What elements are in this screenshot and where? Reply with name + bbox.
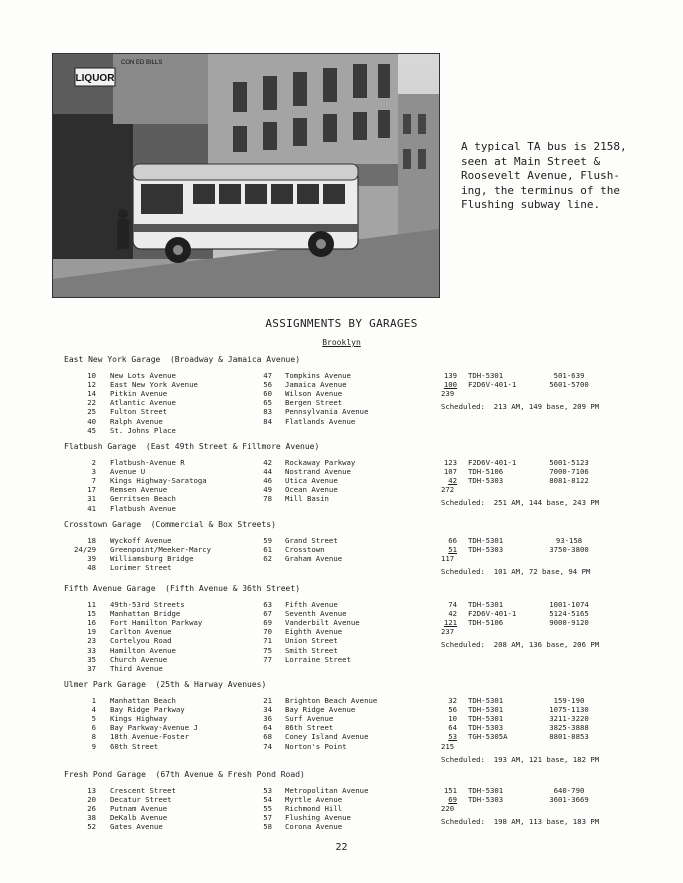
route-name: Nostrand Avenue	[285, 467, 351, 477]
route-name: Lorimer Street	[110, 563, 172, 573]
route-name: Manhattan Bridge	[110, 609, 181, 619]
route-name: Ralph Avenue	[110, 416, 163, 426]
route-number: 62	[263, 554, 272, 564]
route-number: 3	[91, 467, 96, 477]
route-name: Flushing Avenue	[285, 813, 351, 823]
borough-heading: Brooklyn	[322, 338, 361, 347]
bus-count: 56	[448, 705, 457, 715]
route-number: 84	[263, 416, 272, 426]
bus-count: 139	[443, 371, 457, 380]
route-name: Third Avenue	[110, 663, 163, 673]
route-name: Flatbush-Avenue R	[110, 458, 185, 467]
bus-photo-illustration	[53, 54, 439, 297]
bus-photo	[52, 53, 440, 298]
scheduled-summary: Scheduled: 251 AM, 144 base, 243 PM	[441, 498, 600, 508]
route-number: 10	[87, 371, 96, 380]
route-name: Pennsylvania Avenue	[285, 407, 369, 417]
bus-count: 10	[448, 714, 457, 724]
bus-count: 100	[443, 380, 457, 390]
route-number: 59	[263, 536, 272, 545]
route-number: 70	[263, 627, 272, 637]
bus-count: 74	[448, 600, 457, 609]
fleet-numbers: 9000-9120	[549, 618, 589, 628]
route-name: Grand Street	[285, 536, 338, 545]
route-name: Church Avenue	[110, 654, 168, 664]
route-number: 67	[263, 609, 272, 619]
bus-model: TGH-5305A	[468, 732, 508, 742]
route-name: Fulton Street	[110, 407, 168, 417]
route-number: 58	[263, 822, 272, 832]
bus-model: TDH-5301	[468, 705, 504, 715]
bus-model: TDH-5301	[468, 714, 504, 724]
route-number: 74	[263, 741, 272, 751]
liquor-sign: LIQUOR	[75, 73, 115, 84]
fleet-numbers: 93-158	[555, 536, 583, 545]
bus-count: 64	[448, 723, 457, 733]
route-name: Putnam Avenue	[110, 804, 168, 814]
route-name: Decatur Street	[110, 795, 172, 805]
route-number: 64	[263, 723, 272, 733]
route-name: Eighth Avenue	[285, 627, 343, 637]
route-name: Greenpoint/Meeker-Marcy	[110, 545, 212, 555]
route-name: DeKalb Avenue	[110, 813, 168, 823]
fleet-numbers: 5601-5700	[549, 380, 589, 390]
route-number: 12	[87, 380, 96, 390]
route-name: Bergen Street	[285, 398, 343, 408]
bus-model: TDH-5301	[468, 536, 504, 545]
bus-count: 151	[443, 786, 457, 795]
page-number: 22	[335, 842, 348, 853]
route-number: 24/29	[74, 545, 96, 555]
route-number: 15	[87, 609, 96, 619]
route-number: 56	[263, 380, 272, 390]
route-name: Utica Avenue	[285, 476, 338, 486]
route-number: 37	[87, 663, 96, 673]
route-name: Tompkins Avenue	[285, 371, 351, 380]
route-number: 71	[263, 636, 272, 646]
route-name: Kings Highway-Saratoga	[110, 476, 207, 486]
route-number: 77	[263, 654, 272, 664]
route-number: 31	[87, 494, 96, 504]
scheduled-summary: Scheduled: 198 AM, 113 base, 183 PM	[441, 817, 600, 827]
route-name: Corona Avenue	[285, 822, 343, 832]
route-name: Norton's Point	[285, 741, 347, 751]
route-number: 49	[263, 485, 272, 495]
route-name: Bay Ridge Parkway	[110, 705, 185, 715]
route-name: 86th Street	[285, 723, 334, 733]
bus-count: 53	[448, 732, 457, 742]
route-number: 78	[263, 494, 272, 504]
route-number: 26	[87, 804, 96, 814]
route-number: 9	[91, 741, 96, 751]
section-title: ASSIGNMENTS BY GARAGES	[265, 317, 418, 330]
route-number: 2	[91, 458, 96, 467]
fleet-numbers: 8081-8122	[549, 476, 589, 486]
route-number: 52	[87, 822, 96, 832]
route-number: 1	[91, 696, 96, 705]
route-name: Coney Island Avenue	[285, 732, 369, 742]
garage-title: Fifth Avenue Garage (Fifth Avenue & 36th Street)	[64, 584, 301, 593]
route-name: Crosstown	[285, 545, 325, 555]
route-number: 14	[87, 389, 96, 399]
route-name: New Lots Avenue	[110, 371, 176, 380]
route-name: 49th-53rd Streets	[110, 600, 185, 609]
route-number: 65	[263, 398, 272, 408]
route-number: 55	[263, 804, 272, 814]
route-name: Fort Hamilton Parkway	[110, 618, 203, 628]
scheduled-summary: Scheduled: 208 AM, 136 base, 206 PM	[441, 640, 600, 650]
route-number: 35	[87, 654, 96, 664]
route-name: Williamsburg Bridge	[110, 554, 194, 564]
route-number: 61	[263, 545, 272, 555]
route-name: 60th Street	[110, 741, 159, 751]
route-number: 7	[91, 476, 96, 486]
route-number: 34	[263, 705, 272, 715]
bus-model: TDH-5303	[468, 723, 504, 733]
route-number: 57	[263, 813, 272, 823]
bus-count: 107	[443, 467, 457, 477]
route-number: 23	[87, 636, 96, 646]
route-name: Pitkin Avenue	[110, 389, 168, 399]
route-name: 18th Avenue-Foster	[110, 732, 190, 742]
route-name: Flatlands Avenue	[285, 416, 356, 426]
fleet-numbers: 3211-3220	[549, 714, 589, 724]
fleet-numbers: 5124-5165	[549, 609, 589, 619]
bus-count: 123	[443, 458, 457, 467]
bus-total: 272	[441, 485, 455, 495]
fleet-numbers: 5001-5123	[549, 458, 589, 467]
bus-total: 215	[441, 741, 455, 751]
bus-model: F2D6V-401-1	[468, 458, 517, 467]
bus-model: TDH-5301	[468, 600, 504, 609]
route-number: 41	[87, 503, 96, 513]
bus-count: 51	[448, 545, 457, 555]
fleet-numbers: 640-790	[553, 786, 585, 795]
route-name: Atlantic Avenue	[110, 398, 176, 408]
scheduled-summary: Scheduled: 213 AM, 149 base, 209 PM	[441, 402, 600, 412]
scheduled-summary: Scheduled: 101 AM, 72 base, 94 PM	[441, 567, 591, 577]
route-number: 36	[263, 714, 272, 724]
route-number: 63	[263, 600, 272, 609]
route-name: Surf Avenue	[285, 714, 334, 724]
route-name: Bay Ridge Avenue	[285, 705, 356, 715]
route-name: Vanderbilt Avenue	[285, 618, 360, 628]
fleet-numbers: 501-639	[553, 371, 585, 380]
bus-count: 69	[448, 795, 457, 805]
route-name: Gates Avenue	[110, 822, 163, 832]
route-name: St. Johns Place	[110, 425, 176, 435]
route-number: 45	[87, 425, 96, 435]
bus-count: 121	[443, 618, 457, 628]
route-name: Union Street	[285, 636, 338, 646]
bus-total: 239	[441, 389, 455, 399]
route-number: 18	[87, 536, 96, 545]
route-name: Avenue U	[110, 467, 146, 477]
route-number: 20	[87, 795, 96, 805]
route-number: 46	[263, 476, 272, 486]
route-name: East New York Avenue	[110, 380, 198, 390]
garage-title: Crosstown Garage (Commercial & Box Streets)	[64, 520, 276, 529]
route-name: Graham Avenue	[285, 554, 343, 564]
route-name: Wilson Avenue	[285, 389, 343, 399]
fleet-numbers: 3825-3888	[549, 723, 589, 733]
fleet-numbers: 3750-3800	[549, 545, 589, 555]
route-name: Carlton Avenue	[110, 627, 172, 637]
bus-total: 220	[441, 804, 455, 814]
route-number: 25	[87, 407, 96, 417]
route-number: 16	[87, 618, 96, 628]
route-name: Fifth Avenue	[285, 600, 338, 609]
route-number: 19	[87, 627, 96, 637]
route-name: Richmond Hill	[285, 804, 343, 814]
route-number: 22	[87, 398, 96, 408]
route-name: Wyckoff Avenue	[110, 536, 172, 545]
bus-model: TDH-5106	[468, 467, 504, 477]
route-name: Seventh Avenue	[285, 609, 347, 619]
route-number: 13	[87, 786, 96, 795]
bus-total: 237	[441, 627, 455, 637]
route-number: 8	[91, 732, 96, 742]
route-number: 4	[91, 705, 96, 715]
fleet-numbers: 1001-1074	[549, 600, 589, 609]
route-name: Hamilton Avenue	[110, 645, 176, 655]
bus-count: 42	[448, 609, 457, 619]
fleet-numbers: 3601-3669	[549, 795, 589, 805]
route-number: 40	[87, 416, 96, 426]
route-name: Smith Street	[285, 645, 338, 655]
route-name: Brighton Beach Avenue	[285, 696, 378, 705]
route-name: Remsen Avenue	[110, 485, 168, 495]
route-name: Gerritsen Beach	[110, 494, 176, 504]
route-number: 48	[87, 563, 96, 573]
route-number: 47	[263, 371, 272, 380]
route-number: 39	[87, 554, 96, 564]
route-name: Manhattan Beach	[110, 696, 176, 705]
garage-title: Fresh Pond Garage (67th Avenue & Fresh Pond Road)	[64, 770, 305, 779]
route-name: Kings Highway	[110, 714, 168, 724]
route-name: Mill Basin	[285, 494, 329, 504]
route-number: 53	[263, 786, 272, 795]
route-name: Myrtle Avenue	[285, 795, 343, 805]
route-number: 33	[87, 645, 96, 655]
fleet-numbers: 8801-8853	[549, 732, 589, 742]
fleet-numbers: 7000-7106	[549, 467, 589, 477]
bus-total: 117	[441, 554, 455, 564]
route-number: 11	[87, 600, 96, 609]
route-number: 42	[263, 458, 272, 467]
route-number: 44	[263, 467, 272, 477]
bus-model: TDH-5303	[468, 795, 504, 805]
route-name: Cortelyou Road	[110, 636, 172, 646]
route-name: Metropolitan Avenue	[285, 786, 369, 795]
garage-title: Flatbush Garage (East 49th Street & Fillmore Avenue)	[64, 442, 320, 451]
bus-model: TDH-5106	[468, 618, 504, 628]
route-number: 69	[263, 618, 272, 628]
con-ed-sign: CON ED BILLS	[121, 60, 163, 66]
route-number: 21	[263, 696, 272, 705]
route-name: Bay Parkway-Avenue J	[110, 723, 198, 733]
route-name: Crescent Street	[110, 786, 176, 795]
route-name: Flatbush Avenue	[110, 503, 176, 513]
route-name: Ocean Avenue	[285, 485, 338, 495]
route-name: Lorraine Street	[285, 654, 351, 664]
route-number: 17	[87, 485, 96, 495]
route-name: Jamaica Avenue	[285, 380, 347, 390]
bus-count: 66	[448, 536, 457, 545]
route-number: 38	[87, 813, 96, 823]
photo-caption: A typical TA bus is 2158, seen at Main Street & Roosevelt Avenue, Flush- ing, the terminus of the Flushing subway line.	[461, 140, 627, 211]
garage-title: Ulmer Park Garage (25th & Harway Avenues)	[64, 680, 267, 689]
scheduled-summary: Scheduled: 193 AM, 121 base, 182 PM	[441, 754, 600, 764]
bus-model: TDH-5301	[468, 371, 504, 380]
route-number: 83	[263, 407, 272, 417]
fleet-numbers: 159-190	[553, 696, 585, 705]
bus-model: F2D6V-401-1	[468, 380, 517, 390]
route-name: Rockaway Parkway	[285, 458, 356, 467]
bus-count: 32	[448, 696, 457, 705]
bus-count: 42	[448, 476, 457, 486]
fleet-numbers: 1075-1130	[549, 705, 589, 715]
bus-model: TDH-5301	[468, 696, 504, 705]
route-number: 75	[263, 645, 272, 655]
bus-model: F2D6V-401-1	[468, 609, 517, 619]
bus-model: TDH-5303	[468, 476, 504, 486]
bus-model: TDH-5301	[468, 786, 504, 795]
garage-title: East New York Garage (Broadway & Jamaica Avenue)	[64, 355, 301, 364]
bus-model: TDH-5303	[468, 545, 504, 555]
route-number: 54	[263, 795, 272, 805]
route-number: 60	[263, 389, 272, 399]
route-number: 6	[91, 723, 96, 733]
route-number: 68	[263, 732, 272, 742]
route-number: 5	[91, 714, 96, 724]
